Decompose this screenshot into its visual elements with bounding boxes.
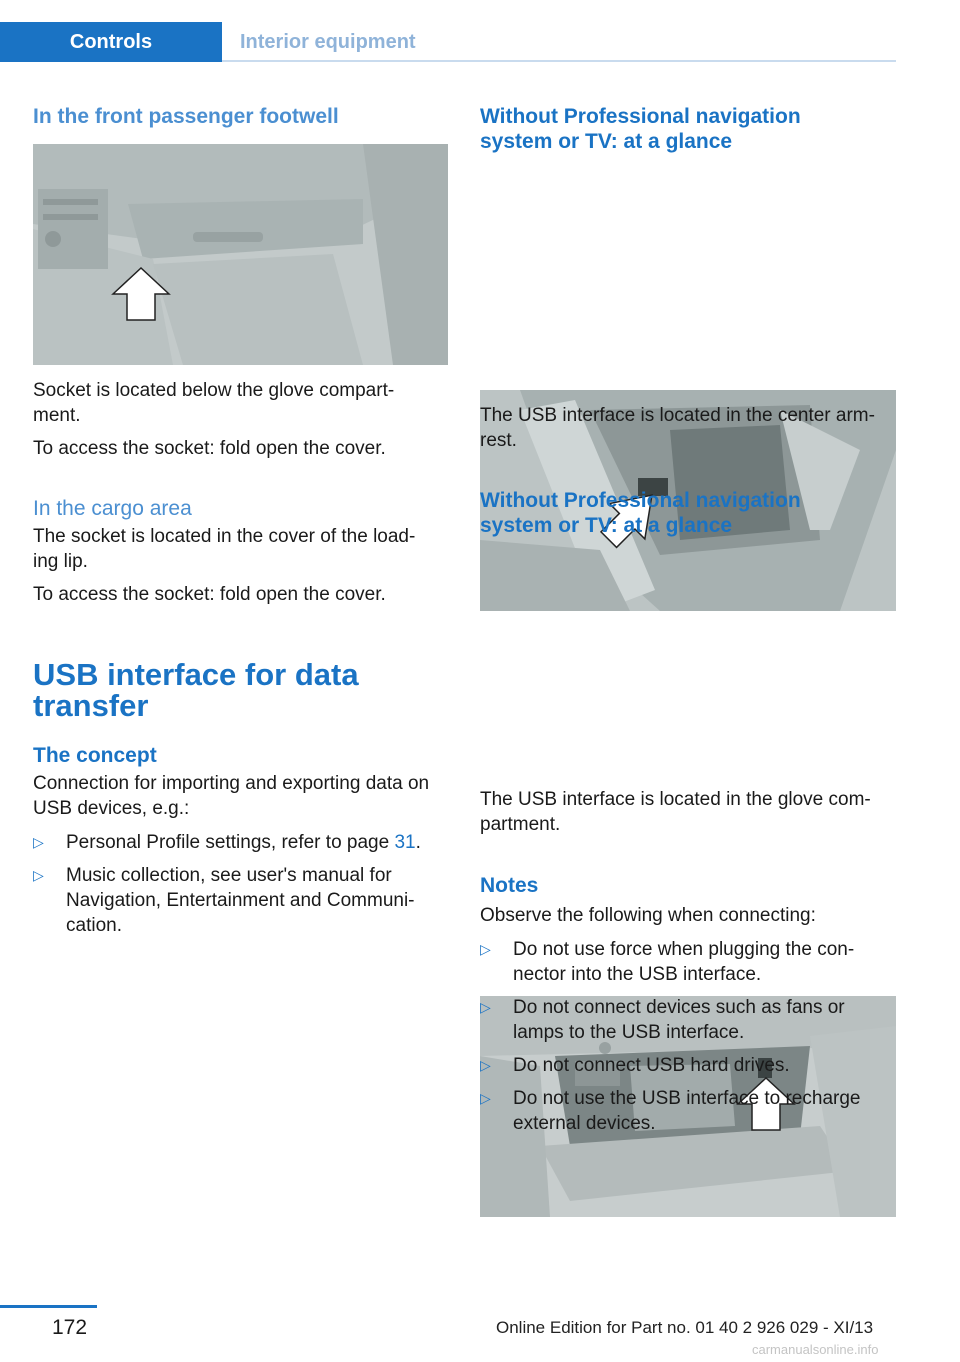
triangle-right-icon: ▷ [480, 1057, 491, 1073]
cargo-section [33, 496, 448, 607]
armrest-heading: Without Professional navigation system or TV: at a glance [480, 105, 801, 153]
note-text: Do not connect USB hard drives. [513, 1055, 790, 1076]
list-item [480, 995, 896, 1045]
list-item [33, 830, 448, 855]
bullet-text: Personal Profile settings, refer to page [66, 832, 395, 853]
footwell-paragraph-1: Socket is located below the glove compart-ment. [33, 380, 395, 426]
triangle-right-icon: ▷ [480, 1090, 491, 1106]
triangle-right-icon: ▷ [480, 941, 491, 957]
header-rule [222, 60, 896, 62]
notes-heading: Notes [480, 874, 539, 897]
footwell-illustration [33, 144, 448, 365]
tab-interior-equipment[interactable]: Interior equipment [240, 30, 416, 53]
note-text: Do not use the USB interface to recharge external devices. [513, 1088, 861, 1134]
armrest-caption-block [480, 403, 896, 453]
list-item [33, 863, 448, 938]
notes-section [480, 873, 896, 1136]
glovebox-caption: The USB interface is located in the glove com-partment. [480, 789, 871, 835]
footwell-heading: In the front passenger footwell [33, 105, 339, 128]
page-number: 172 [52, 1316, 88, 1339]
concept-bullet-list [33, 830, 448, 938]
notes-intro: Observe the following when connecting: [480, 905, 816, 926]
bullet-text: Music collection, see user's manual for Navigation, Entertainment and Communi-cation. [66, 865, 415, 936]
tab-controls[interactable]: Controls [0, 22, 222, 62]
footwell-paragraph-2: To access the socket: fold open the cover. [33, 438, 386, 459]
footwell-section [33, 104, 448, 129]
bullet-tail: . [415, 832, 421, 853]
glovebox-section [480, 488, 896, 538]
cargo-paragraph-1: The socket is located in the cover of the load-ing lip. [33, 526, 416, 572]
usb-heading: USB interface for data transfer [33, 657, 359, 723]
footwell-text [33, 378, 448, 461]
usb-section [33, 659, 448, 938]
note-text: Do not connect devices such as fans or lamps to the USB interface. [513, 997, 845, 1043]
cargo-heading: In the cargo area [33, 497, 192, 520]
list-item [480, 937, 896, 987]
list-item [480, 1086, 896, 1136]
note-text: Do not use force when plugging the con-nector into the USB interface. [513, 939, 855, 985]
triangle-right-icon: ▷ [33, 834, 44, 850]
list-item [480, 1053, 896, 1078]
page-link[interactable]: 31 [394, 832, 416, 853]
armrest-section [480, 104, 896, 154]
notes-list [480, 937, 896, 1136]
page-number-rule [0, 1305, 97, 1308]
glovebox-caption-block [480, 787, 896, 837]
armrest-caption: The USB interface is located in the center arm-rest. [480, 405, 875, 451]
concept-paragraph: Connection for importing and exporting data on USB devices, e.g.: [33, 773, 430, 819]
watermark: carmanualsonline.info [752, 1342, 879, 1357]
glovebox-heading: Without Professional navigation system or TV: at a glance [480, 489, 801, 537]
edition-footer: Online Edition for Part no. 01 40 2 926 029 - XI/13 [496, 1318, 874, 1337]
triangle-right-icon: ▷ [480, 999, 491, 1015]
cargo-paragraph-2: To access the socket: fold open the cover. [33, 584, 386, 605]
triangle-right-icon: ▷ [33, 867, 44, 883]
page-header [0, 0, 960, 62]
concept-heading: The concept [33, 744, 157, 767]
